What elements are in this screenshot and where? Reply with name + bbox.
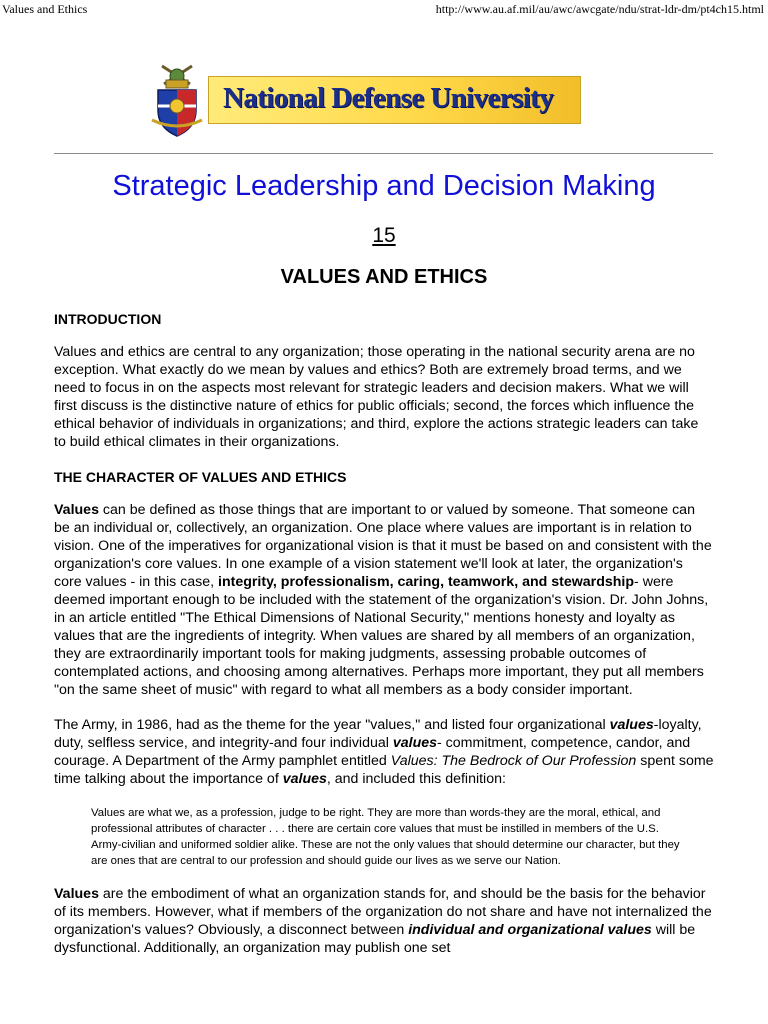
individual-organizational-values-term: individual and organizational values [408,922,652,938]
p2-text-3: - commitment, competence, candor, and courage. A Department of the Army pamphlet entitled [54,735,691,769]
chapter-title: VALUES AND ETHICS [280,266,488,288]
values-term: values [392,735,438,751]
values-paragraph-3 [54,885,714,957]
header-divider [54,153,713,154]
p2-text-1: The Army, in 1986, had as the theme for the year "values," and listed four organizational [54,717,610,733]
values-term: values [609,717,654,733]
print-header-title: Values and Ethics [2,2,88,16]
book-title: Strategic Leadership and Decision Making [112,170,656,202]
values-term: values [282,771,327,787]
ndu-seal-icon [148,62,206,138]
p1-text-1: can be defined as those things that are important to or valued by someone. That someone can be an individual or, collectively, an organization. One place where values are important is in relation to vision. One of the imperatives for organizational vision is that it must be based on and consistent with the organization's core values. In one example of a vision statement we'll look at later, the organization's core values - in this case, [54,502,712,590]
p3-text-1: are the embodiment of what an organization stands for, and should be the basis for the behavior of its members. However, what if members of the organization do not share and have not internalized the organization's values? Obviously, a disconnect between [54,886,712,938]
p2-text-4: spent some time talking about the importance of [54,753,714,787]
chapter-number-link[interactable]: 15 [372,224,396,247]
print-header-url: http://www.au.af.mil/au/awc/awcgate/ndu/strat-ldr-dm/pt4ch15.html [435,2,764,16]
army-values-quote: Values are what we, as a profession, judge to be right. They are more than words-they are the moral, ethical, and professional attributes of character . . . there are certain core values that must be instilled in members of the U.S. Army-civilian and uniformed soldier alike. These are not the only values that should determine our character, but they are ones that are central to our profession and should guide our lives as we serve our Nation. [91,807,680,867]
intro-heading: INTRODUCTION [54,311,162,327]
p2-text-5: , and included this definition: [326,771,506,787]
p2-text-2: -loyalty, duty, selfless service, and integrity-and four individual [54,717,702,751]
print-header [0,0,768,20]
values-paragraph-1 [54,501,714,699]
intro-paragraph: Values and ethics are central to any organization; those operating in the national security arena are no exception. What exactly do we mean by values and ethics? Both are extremely broad terms, and we need to focus in on the aspects most relevant for strategic leaders and decision makers. What we will first discuss is the distinctive nature of ethics for public officials; second, the forces which influence the ethical behavior of individuals in organizations; and third, explore the actions strategic leaders can take to build ethical climates in their organizations. [54,344,699,450]
values-term: Values [54,502,99,518]
p1-text-2: - were deemed important enough to be included with the statement of the organization's vision. Dr. John Johns, in an article entitled "The Ethical Dimensions of National Security," mentions honesty and loyalty as values that are the ingredients of integrity. When values are shared by all members of an organization, they are extraordinarily important tools for making judgments, assessing probable outcomes of contemplated actions, and choosing among alternatives. Perhaps more important, they put all members "on the same sheet of music" with regard to what all members as a body consider important. [54,574,709,698]
values-term: Values [54,886,99,902]
character-heading: THE CHARACTER OF VALUES AND ETHICS [54,469,347,485]
ndu-banner [208,76,581,124]
ndu-banner-text: National Defense University [223,82,554,114]
article-body [54,308,714,974]
pamphlet-title: Values: The Bedrock of Our Profession [390,753,637,769]
core-values-term: integrity, professionalism, caring, teamwork, and stewardship [218,574,635,590]
p3-text-2: will be dysfunctional. Additionally, an organization may publish one set [54,922,696,956]
values-paragraph-2 [54,716,714,788]
